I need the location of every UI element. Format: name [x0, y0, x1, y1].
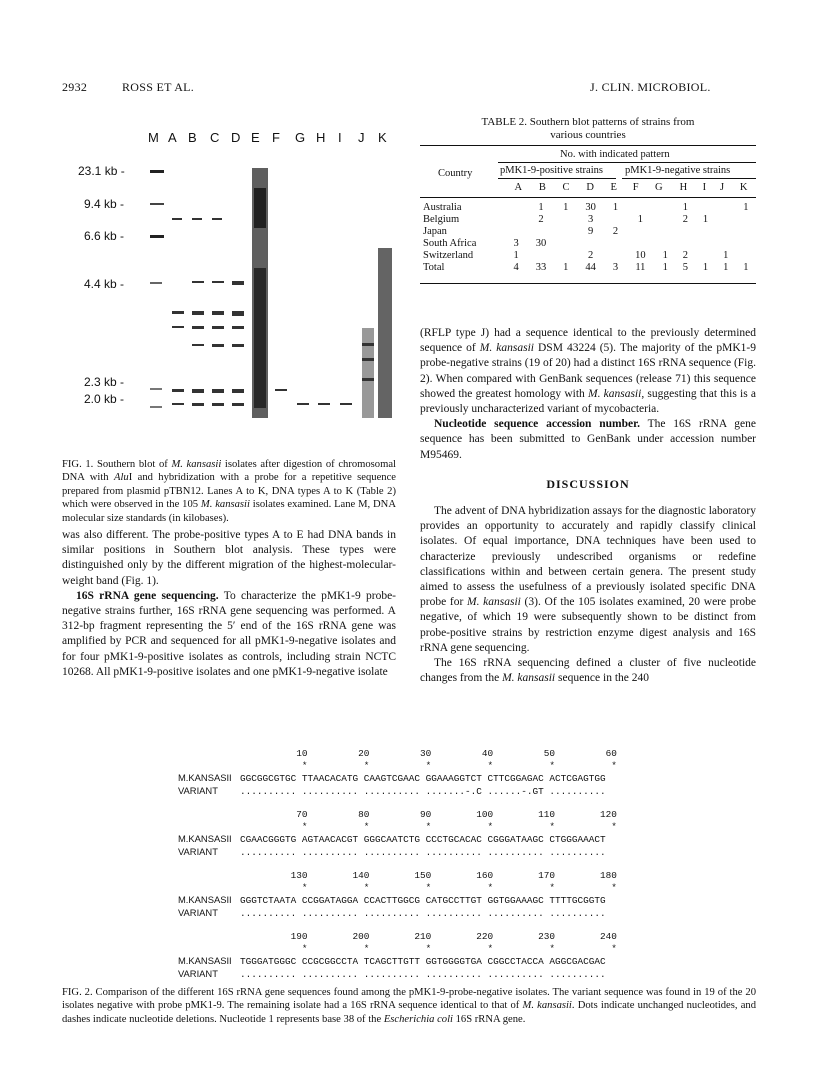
count-cell [556, 237, 576, 249]
country-cell: Japan [423, 225, 447, 237]
reference-sequence-row [178, 772, 778, 785]
country-cell: Switzerland [423, 249, 474, 261]
sequence-label: M.KANSASII [178, 894, 232, 905]
count-cell: 2 [612, 225, 619, 237]
paragraph: Nucleotide sequence accession number. The 16S rRNA gene sequence has been submitted to GenBank under accession number M95469. [420, 418, 756, 461]
count-cell: 1 [682, 201, 689, 213]
position-numbers: 70 80 90 100 110 120 [240, 809, 617, 820]
count-cell [556, 213, 576, 225]
paragraph: The advent of DNA hybridization assays for the diagnostic laboratory provides an opportunity to accurately and rapidly classify clinical isolates. Of equal importance, DNA techniques have been used to characterize previously undescribed organisms or redefine classifications within and between certain genera. The present study aimed to assess the usefulness of a previously isolated specific DNA probe for M. kansasii (3). Of the 105 isolates examined, 20 were probe negative, of which 19 were subsequently shown to be distinct from probe-positive strains by restriction enzyme digest analysis and 16S rRNA gene sequencing. [420, 505, 756, 654]
count-cell [526, 249, 556, 261]
variant-sequence-row [178, 846, 778, 859]
paragraph: 16S rRNA gene sequencing. To characterize the pMK1-9 probe-negative strains further, 16S rRNA gene sequencing was performed. A 312-bp fragment representing the 5′ end of the 16S rRNA gene was amplified by PCR and sequenced for all pMK1-9-negative isolates and for four pMK1-9-positive isolates as controls, including strain NCTC 10268. All pMK1-9-positive isolates and one pMK1-9-negative isolate [62, 589, 396, 678]
position-markers: * * * * * * [240, 760, 617, 771]
count-cell [626, 201, 656, 213]
sequence-alignment-figure [178, 748, 778, 992]
lane-label: B [188, 130, 197, 145]
count-cell [695, 201, 715, 213]
table2-rule [498, 162, 756, 163]
table-row [420, 201, 756, 213]
count-cell: 4 [513, 261, 519, 273]
sequence-label: M.KANSASII [178, 955, 232, 966]
southern-blot-figure [60, 130, 400, 450]
count-cell [556, 249, 576, 261]
alignment-block [178, 809, 778, 859]
country-cell: Belgium [423, 213, 460, 225]
lane-label: G [295, 130, 306, 145]
lane-label: M [148, 130, 159, 145]
table2-country-header: Country [438, 168, 473, 179]
size-marker-label: 2.0 kb - [84, 392, 125, 406]
alignment-block [178, 870, 778, 920]
count-cell [655, 237, 675, 249]
running-authors: ROSS ET AL. [122, 80, 195, 94]
count-cell: 3 [612, 261, 619, 273]
section-heading: Nucleotide sequence accession number. [434, 418, 641, 431]
count-cell [605, 249, 625, 261]
sequence-label: VARIANT [178, 846, 218, 857]
count-cell [655, 201, 675, 213]
count-cell: 1 [662, 249, 668, 261]
country-cell: Australia [423, 201, 462, 213]
count-cell: 1 [702, 261, 709, 273]
variant-sequence-row [178, 907, 778, 920]
count-cell [605, 213, 625, 225]
reference-sequence-row [178, 955, 778, 968]
table-row [420, 237, 756, 249]
table2-rule [420, 197, 756, 198]
table2-negative-header: pMK1-9-negative strains [625, 165, 731, 176]
lane-label: K [378, 130, 387, 145]
table2-rule [498, 178, 616, 179]
count-cell: 1 [743, 201, 749, 213]
table-row [420, 225, 756, 237]
count-cell [736, 237, 756, 249]
table-header-row: A B C D E F G H I J K [514, 181, 748, 193]
variant-sequence-row [178, 968, 778, 981]
sequence-label: VARIANT [178, 785, 218, 796]
table-row [420, 213, 756, 225]
position-numbers: 10 20 30 40 50 60 [240, 748, 617, 759]
count-cell: 11 [635, 261, 646, 273]
table-row [420, 261, 756, 273]
count-cell: 1 [513, 249, 519, 261]
count-cell [736, 225, 756, 237]
position-markers: * * * * * * [240, 943, 617, 954]
count-cell [576, 237, 606, 249]
sequence-string: GGCGGCGTGC TTAACACATG CAAGTCGAAC GGAAAGGTCT CTTCGGAGAC ACTCGAGTGG [240, 773, 606, 784]
count-cell: 1 [662, 261, 668, 273]
size-marker-label: 6.6 kb - [84, 229, 125, 243]
paragraph: (RFLP type J) had a sequence identical to the previously determined sequence of M. kansasii DSM 43224 (5). The majority of the pMK1-9 probe-negative strains (19 of 20) had a distinct 16S rRNA sequence (Fig. 2). When compared with GenBank sequences (release 71) this sequence showed the greatest homology with M. kansasii, suggesting that this is a previously uncharacterized variant of mycobacteria. [420, 327, 756, 416]
sequence-label: VARIANT [178, 907, 218, 918]
count-cell: 1 [637, 213, 643, 225]
count-cell: 33 [535, 261, 547, 273]
count-cell: 1 [563, 261, 569, 273]
sequence-string: .......... .......... .......... .......... .......... .......... [240, 847, 606, 858]
country-cell: South Africa [423, 237, 477, 249]
position-markers: * * * * * * [240, 882, 617, 893]
sequence-string: TGGGATGGGC CCGCGGCCTA TCAGCTTGTT GGTGGGGTGA CGGCCTACCA AGGCGACGAC [240, 956, 606, 967]
count-cell: 1 [702, 213, 709, 225]
count-cell: 30 [585, 201, 596, 213]
page-number: 2932 [62, 80, 88, 94]
table2-positive-header: pMK1-9-positive strains [500, 165, 603, 176]
count-cell [675, 225, 695, 237]
lane-label: D [231, 130, 241, 145]
country-cell: Total [423, 261, 445, 273]
paragraph: was also different. The probe-positive types A to E had DNA bands in similar positions in Southern blot analysis. These types were distinguished only by the different migration of the highest-molecular-weight band (Fig. 1). [62, 529, 396, 587]
table2-body [420, 201, 756, 273]
count-cell: 1 [612, 201, 619, 213]
count-cell [716, 213, 736, 225]
count-cell [506, 201, 526, 213]
paragraph: The 16S rRNA sequencing defined a cluster of five nucleotide changes from the M. kansasii sequence in the 240 [420, 657, 756, 685]
right-column-text [420, 326, 756, 686]
count-cell: 3 [513, 237, 519, 249]
count-cell: 1 [723, 261, 729, 273]
count-cell: 10 [635, 249, 646, 261]
count-cell [695, 225, 715, 237]
table2-bottom-rule [420, 283, 756, 284]
figure2-caption: FIG. 2. Comparison of the different 16S rRNA gene sequences found among the pMK1-9-probe-negative isolates. The variant sequence was found in 19 of the 20 isolates negative with probe pMK1-9. The remaining isolate had a 16S rRNA sequence identical to that of M. kansasii. Dots indicate unchanged nucleotides, and dashes indicate nucleotide deletions. Nucleotide 1 represents base 38 of the Escherichia coli 16S rRNA gene. [62, 987, 757, 1025]
count-cell [605, 237, 625, 249]
count-cell: 1 [723, 249, 729, 261]
count-cell [716, 201, 736, 213]
table2-grid [420, 181, 756, 193]
sequence-string: .......... .......... .......... .......... .......... .......... [240, 908, 606, 919]
reference-sequence-row [178, 894, 778, 907]
position-markers: * * * * * * [240, 821, 617, 832]
count-cell [506, 213, 526, 225]
left-column-text [62, 528, 396, 680]
sequence-string: .......... .......... .......... .......... .......... .......... [240, 969, 606, 980]
size-marker-label: 4.4 kb - [84, 277, 125, 291]
count-cell [716, 225, 736, 237]
alignment-block [178, 748, 778, 798]
count-cell: 5 [682, 261, 689, 273]
figure1-caption-label: FIG. 1. [62, 459, 94, 470]
count-cell: 2 [682, 213, 689, 225]
count-cell: 1 [743, 261, 749, 273]
alignment-block [178, 931, 778, 981]
count-cell: 1 [563, 201, 569, 213]
journal-name: J. CLIN. MICROBIOL. [590, 80, 711, 94]
sequence-string: GGGTCTAATA CCGGATAGGA CCACTTGGCG CATGCCTTGT GGTGGAAAGC TTTTGCGGTG [240, 895, 606, 906]
discussion-heading: DISCUSSION [546, 476, 630, 491]
size-marker-label: 23.1 kb - [78, 164, 125, 178]
count-cell: 30 [535, 237, 547, 249]
count-cell [506, 225, 526, 237]
count-cell [695, 237, 715, 249]
table2-rule [622, 178, 756, 179]
lane-label: J [358, 130, 365, 145]
table2-title: TABLE 2. Southern blot patterns of strains from various countries [481, 116, 695, 141]
position-numbers: 190 200 210 220 230 240 [240, 931, 617, 942]
variant-sequence-row [178, 785, 778, 798]
count-cell [716, 237, 736, 249]
count-cell: 1 [538, 201, 544, 213]
lane-label: A [168, 130, 177, 145]
count-cell [626, 225, 656, 237]
count-cell [626, 237, 656, 249]
sequence-string: CGAACGGGTG AGTAACACGT GGGCAATCTG CCCTGCACAC CGGGATAAGC CTGGGAAACT [240, 834, 606, 845]
lane-label: F [272, 130, 280, 145]
position-numbers: 130 140 150 160 170 180 [240, 870, 617, 881]
count-cell: 44 [585, 261, 596, 273]
sequence-label: M.KANSASII [178, 772, 232, 783]
table2-top-rule [420, 145, 756, 146]
blot-image [140, 148, 400, 428]
count-cell: 3 [588, 213, 594, 225]
count-cell [736, 213, 756, 225]
count-cell: 9 [588, 225, 594, 237]
table2-group-header: No. with indicated pattern [560, 149, 670, 160]
count-cell [675, 237, 695, 249]
count-cell: 2 [538, 213, 544, 225]
count-cell [695, 249, 715, 261]
count-cell [655, 213, 675, 225]
count-cell [655, 225, 675, 237]
size-marker-label: 9.4 kb - [84, 197, 125, 211]
section-heading: 16S rRNA gene sequencing. [76, 589, 219, 602]
reference-sequence-row [178, 833, 778, 846]
figure2-caption-label: FIG. 2. [62, 987, 93, 998]
size-marker-label: 2.3 kb - [84, 375, 125, 389]
lane-label: E [251, 130, 260, 145]
table-row [420, 249, 756, 261]
lane-label: I [338, 130, 342, 145]
lane-label: C [210, 130, 220, 145]
sequence-string: .......... .......... .......... .......-.C ......-.GT .......... [240, 786, 606, 797]
sequence-label: VARIANT [178, 968, 218, 979]
count-cell [736, 249, 756, 261]
count-cell [556, 225, 576, 237]
count-cell: 2 [682, 249, 689, 261]
sequence-label: M.KANSASII [178, 833, 232, 844]
figure1-caption: FIG. 1. Southern blot of M. kansasii isolates after digestion of chromosomal DNA with AluI and hybridization with a probe for a repetitive sequence prepared from plasmid pTBN12. Lanes A to K, DNA types A to K (Table 2) which were observed in the 105 M. kansasii isolates examined. Lane M, DNA molecular size standards (in kilobases). [62, 459, 397, 524]
count-cell: 2 [588, 249, 594, 261]
count-cell [526, 225, 556, 237]
lane-label: H [316, 130, 326, 145]
